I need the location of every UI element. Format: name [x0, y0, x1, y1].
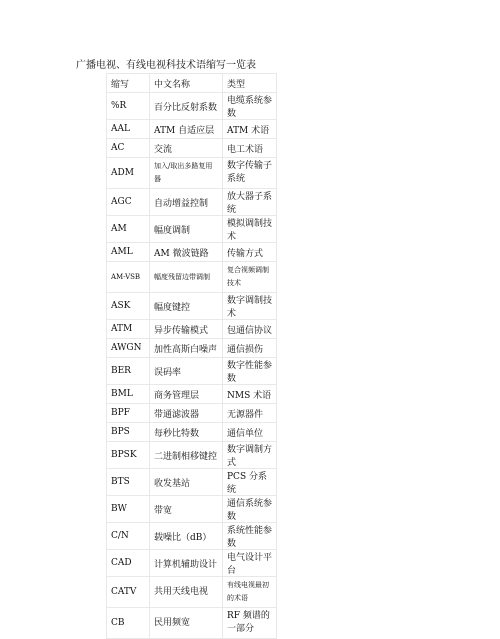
- type-cell: RF 频谱的一部分: [223, 608, 277, 639]
- type-cell: 无源器件: [223, 404, 277, 423]
- abbr-cell: %R: [107, 93, 150, 120]
- table-row: [107, 320, 277, 339]
- type-cell: 数字调制方式: [223, 442, 277, 469]
- abbr-cell: AAL: [107, 120, 150, 139]
- type-cell: NMS 术语: [223, 385, 277, 404]
- name-cell: 百分比反射系数: [150, 93, 223, 120]
- type-cell: 模拟调制技术: [223, 216, 277, 243]
- table-row: [107, 243, 277, 262]
- name-cell: 误码率: [150, 358, 223, 385]
- table-row: [107, 523, 277, 550]
- header-name: 中文名称: [150, 74, 223, 93]
- abbr-cell: BW: [107, 496, 150, 523]
- table-row: [107, 139, 277, 158]
- header-abbr: 缩写: [107, 74, 150, 93]
- table-row: [107, 189, 277, 216]
- type-cell: 通信系统参数: [223, 496, 277, 523]
- type-cell: PCS 分系统: [223, 469, 277, 496]
- abbr-cell: ASK: [107, 293, 150, 320]
- abbr-cell: BER: [107, 358, 150, 385]
- table-row: [107, 550, 277, 577]
- abbr-cell: ADM: [107, 158, 150, 189]
- abbr-cell: AC: [107, 139, 150, 158]
- name-cell: 幅度调制: [150, 216, 223, 243]
- type-cell: 数字传输子系统: [223, 158, 277, 189]
- name-cell: 计算机辅助设计: [150, 550, 223, 577]
- abbr-cell: CAD: [107, 550, 150, 577]
- table-row: [107, 339, 277, 358]
- abbr-cell: AWGN: [107, 339, 150, 358]
- table-row: [107, 262, 277, 293]
- abbr-cell: BPSK: [107, 442, 150, 469]
- abbr-cell: CB: [107, 608, 150, 639]
- abbr-cell: BPF: [107, 404, 150, 423]
- abbr-cell: BPS: [107, 423, 150, 442]
- table-row: [107, 358, 277, 385]
- type-cell: 数字性能参数: [223, 358, 277, 385]
- type-cell: 电工术语: [223, 139, 277, 158]
- table-row: [107, 496, 277, 523]
- table-row: [107, 385, 277, 404]
- name-cell: ATM 自适应层: [150, 120, 223, 139]
- name-cell: 民用频宽: [150, 608, 223, 639]
- type-cell: 放大器子系统: [223, 189, 277, 216]
- abbr-cell: AGC: [107, 189, 150, 216]
- name-cell: 幅度键控: [150, 293, 223, 320]
- name-cell: 商务管理层: [150, 385, 223, 404]
- type-cell: 数字调制技术: [223, 293, 277, 320]
- header-type: 类型: [223, 74, 277, 93]
- table-row: [107, 469, 277, 496]
- abbr-cell: AM: [107, 216, 150, 243]
- table-header-row: [107, 74, 277, 93]
- abbreviation-table: [106, 73, 277, 639]
- name-cell: 加入/取出多路复用器: [150, 158, 223, 189]
- table-row: [107, 120, 277, 139]
- table-row: [107, 293, 277, 320]
- table-row: [107, 577, 277, 608]
- type-cell: ATM 术语: [223, 120, 277, 139]
- name-cell: 载噪比（dB）: [150, 523, 223, 550]
- type-cell: 有线电视最初的术语: [223, 577, 277, 608]
- name-cell: 二进制相移键控: [150, 442, 223, 469]
- name-cell: 加性高斯白噪声: [150, 339, 223, 358]
- abbr-cell: C/N: [107, 523, 150, 550]
- table-row: [107, 216, 277, 243]
- name-cell: 自动增益控制: [150, 189, 223, 216]
- table-row: [107, 423, 277, 442]
- table-row: [107, 608, 277, 639]
- name-cell: 幅度残留边带调制: [150, 262, 223, 293]
- name-cell: 共用天线电视: [150, 577, 223, 608]
- abbr-cell: AML: [107, 243, 150, 262]
- abbr-cell: CATV: [107, 577, 150, 608]
- abbr-cell: ATM: [107, 320, 150, 339]
- table-row: [107, 93, 277, 120]
- name-cell: 异步传输模式: [150, 320, 223, 339]
- type-cell: 通信单位: [223, 423, 277, 442]
- type-cell: 电缆系统参数: [223, 93, 277, 120]
- type-cell: 包通信协议: [223, 320, 277, 339]
- type-cell: 电气设计平台: [223, 550, 277, 577]
- type-cell: 系统性能参数: [223, 523, 277, 550]
- name-cell: 收发基站: [150, 469, 223, 496]
- table-row: [107, 442, 277, 469]
- table-row: [107, 158, 277, 189]
- name-cell: AM 微波链路: [150, 243, 223, 262]
- name-cell: 每秒比特数: [150, 423, 223, 442]
- type-cell: 传输方式: [223, 243, 277, 262]
- abbr-cell: BTS: [107, 469, 150, 496]
- type-cell: 复合视频调制技术: [223, 262, 277, 293]
- abbr-cell: AM-VSB: [107, 262, 150, 293]
- document-title: 广播电视、有线电视科技术语缩写一览表: [76, 60, 256, 71]
- table-row: [107, 404, 277, 423]
- abbr-cell: BML: [107, 385, 150, 404]
- name-cell: 带通滤波器: [150, 404, 223, 423]
- name-cell: 带宽: [150, 496, 223, 523]
- name-cell: 交流: [150, 139, 223, 158]
- type-cell: 通信损伤: [223, 339, 277, 358]
